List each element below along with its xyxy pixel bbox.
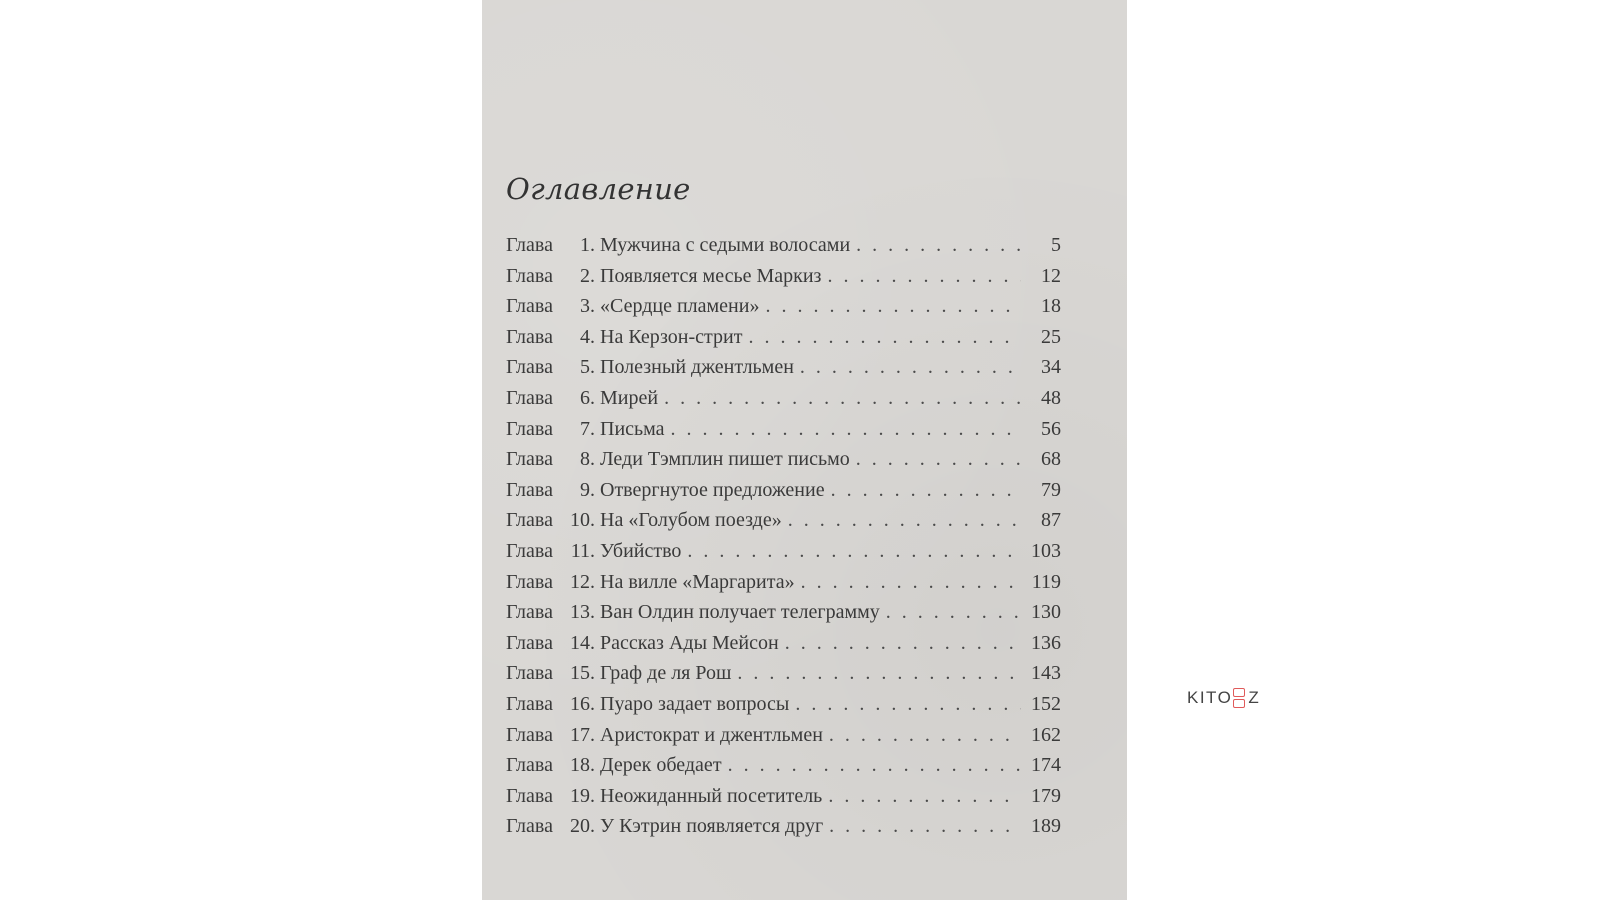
toc-chapter-title: Неожиданный посетитель	[600, 784, 823, 807]
toc-leader-dots	[829, 724, 1021, 747]
toc-chapter-number: 11.	[570, 539, 595, 562]
toc-row	[506, 571, 1061, 602]
toc-chapter-label: Глава	[506, 478, 553, 501]
toc-chapter-title: Мужчина с седыми волосами	[600, 234, 851, 256]
toc-chapter-title: Дерек обедает	[600, 754, 722, 777]
toc-chapter-title: Ван Олдин получает телеграмму	[600, 601, 880, 624]
toc-leader-dots	[748, 326, 1021, 349]
toc-row	[506, 234, 1061, 265]
toc-chapter-label: Глава	[506, 662, 553, 685]
toc-page-number: 152	[1031, 692, 1061, 715]
toc-page-number: 34	[1041, 356, 1061, 379]
toc-row	[506, 387, 1061, 418]
toc-chapter-number: 10.	[570, 509, 595, 532]
toc-page-number: 12	[1041, 264, 1061, 287]
toc-row	[506, 540, 1061, 571]
toc-row	[506, 326, 1061, 357]
toc-page-number: 79	[1041, 478, 1061, 501]
toc-row	[506, 509, 1061, 540]
watermark-text-left: KITO	[1187, 688, 1233, 707]
toc-row	[506, 724, 1061, 755]
toc-chapter-title: Аристократ и джентльмен	[600, 723, 823, 746]
toc-leader-dots	[765, 295, 1021, 318]
toc-page-number: 18	[1041, 295, 1061, 318]
toc-page-number: 174	[1031, 754, 1061, 777]
toc-chapter-label: Глава	[506, 631, 553, 654]
toc-chapter-number: 17.	[570, 723, 595, 746]
toc-row	[506, 601, 1061, 632]
toc-chapter-label: Глава	[506, 295, 553, 318]
toc-row	[506, 418, 1061, 449]
toc-chapter-title: «Сердце пламени»	[600, 295, 760, 318]
toc-leader-dots	[671, 418, 1021, 441]
toc-chapter-title: Отвергнутое предложение	[600, 478, 825, 501]
toc-chapter-number: 1.	[580, 234, 595, 256]
toc-chapter-label: Глава	[506, 570, 553, 593]
toc-chapter-title: Пуаро задает вопросы	[600, 692, 790, 715]
toc-chapter-label: Глава	[506, 815, 553, 838]
toc-chapter-label: Глава	[506, 356, 553, 379]
toc-leader-dots	[831, 479, 1021, 502]
toc-list	[506, 234, 1061, 846]
toc-page-number: 5	[1051, 234, 1061, 256]
toc-page-number: 136	[1031, 631, 1061, 654]
toc-chapter-number: 12.	[570, 570, 595, 593]
toc-chapter-title: Леди Тэмплин пишет письмо	[600, 448, 850, 471]
toc-chapter-label: Глава	[506, 417, 553, 440]
watermark-text-right: Z	[1248, 688, 1261, 707]
toc-chapter-number: 3.	[580, 295, 595, 318]
toc-chapter-label: Глава	[506, 448, 553, 471]
toc-leader-dots	[785, 632, 1021, 655]
toc-page-number: 189	[1031, 815, 1061, 838]
toc-chapter-number: 4.	[580, 325, 595, 348]
toc-chapter-number: 13.	[570, 601, 595, 624]
toc-chapter-title: На «Голубом поезде»	[600, 509, 782, 532]
toc-page-number: 143	[1031, 662, 1061, 685]
toc-row	[506, 356, 1061, 387]
toc-chapter-number: 5.	[580, 356, 595, 379]
toc-row	[506, 632, 1061, 663]
toc-leader-dots	[664, 387, 1021, 410]
toc-page-number: 68	[1041, 448, 1061, 471]
toc-chapter-label: Глава	[506, 386, 553, 409]
toc-leader-dots	[800, 356, 1021, 379]
toc-page-number: 103	[1031, 539, 1061, 562]
toc-row	[506, 785, 1061, 816]
toc-leader-dots	[795, 693, 1021, 716]
toc-row	[506, 815, 1061, 846]
toc-title: Оглавление	[506, 172, 691, 206]
toc-chapter-label: Глава	[506, 784, 553, 807]
toc-chapter-label: Глава	[506, 692, 553, 715]
toc-row	[506, 754, 1061, 785]
toc-chapter-label: Глава	[506, 264, 553, 287]
toc-chapter-label: Глава	[506, 325, 553, 348]
toc-chapter-label: Глава	[506, 754, 553, 777]
toc-leader-dots	[828, 785, 1021, 808]
toc-chapter-label: Глава	[506, 509, 553, 532]
toc-leader-dots	[886, 601, 1021, 624]
toc-leader-dots	[728, 754, 1021, 777]
toc-leader-dots	[687, 540, 1021, 563]
toc-chapter-number: 2.	[580, 264, 595, 287]
toc-chapter-number: 19.	[570, 784, 595, 807]
toc-chapter-number: 16.	[570, 692, 595, 715]
toc-leader-dots	[856, 448, 1021, 471]
toc-chapter-label: Глава	[506, 601, 553, 624]
toc-leader-dots	[829, 815, 1021, 838]
toc-leader-dots	[827, 265, 1021, 288]
toc-chapter-title: Полезный джентльмен	[600, 356, 794, 379]
toc-page-number: 162	[1031, 723, 1061, 746]
toc-chapter-label: Глава	[506, 539, 553, 562]
toc-chapter-label: Глава	[506, 234, 553, 256]
toc-leader-dots	[788, 509, 1021, 532]
toc-chapter-number: 7.	[580, 417, 595, 440]
toc-leader-dots	[856, 234, 1021, 257]
toc-chapter-number: 6.	[580, 386, 595, 409]
toc-chapter-number: 14.	[570, 631, 595, 654]
toc-chapter-title: У Кэтрин появляется друг	[600, 815, 824, 838]
toc-chapter-title: Граф де ля Рош	[600, 662, 732, 685]
toc-row	[506, 448, 1061, 479]
toc-leader-dots	[801, 571, 1021, 594]
toc-chapter-number: 20.	[570, 815, 595, 838]
book-page	[482, 0, 1127, 900]
toc-chapter-number: 15.	[570, 662, 595, 685]
toc-page-number: 48	[1041, 386, 1061, 409]
toc-chapter-number: 8.	[580, 448, 595, 471]
toc-page-number: 179	[1031, 784, 1061, 807]
toc-chapter-title: На вилле «Маргарита»	[600, 570, 795, 593]
toc-chapter-title: На Керзон-стрит	[600, 325, 743, 348]
toc-page-number: 87	[1041, 509, 1061, 532]
toc-chapter-title: Письма	[600, 417, 665, 440]
toc-page-number: 130	[1031, 601, 1061, 624]
toc-row	[506, 662, 1061, 693]
toc-row	[506, 265, 1061, 296]
toc-chapter-number: 9.	[580, 478, 595, 501]
toc-chapter-title: Рассказ Ады Мейсон	[600, 631, 779, 654]
toc-page-number: 119	[1031, 570, 1061, 593]
toc-row	[506, 295, 1061, 326]
toc-chapter-label: Глава	[506, 723, 553, 746]
toc-row	[506, 693, 1061, 724]
toc-chapter-title: Мирей	[600, 386, 659, 409]
toc-chapter-title: Убийство	[600, 539, 682, 562]
toc-page-number: 56	[1041, 417, 1061, 440]
toc-leader-dots	[737, 662, 1021, 685]
toc-row	[506, 479, 1061, 510]
watermark-logo	[1187, 688, 1260, 708]
toc-chapter-number: 18.	[570, 754, 595, 777]
toc-page-number: 25	[1041, 325, 1061, 348]
toc-chapter-title: Появляется месье Маркиз	[600, 264, 822, 287]
book-icon	[1233, 688, 1247, 708]
